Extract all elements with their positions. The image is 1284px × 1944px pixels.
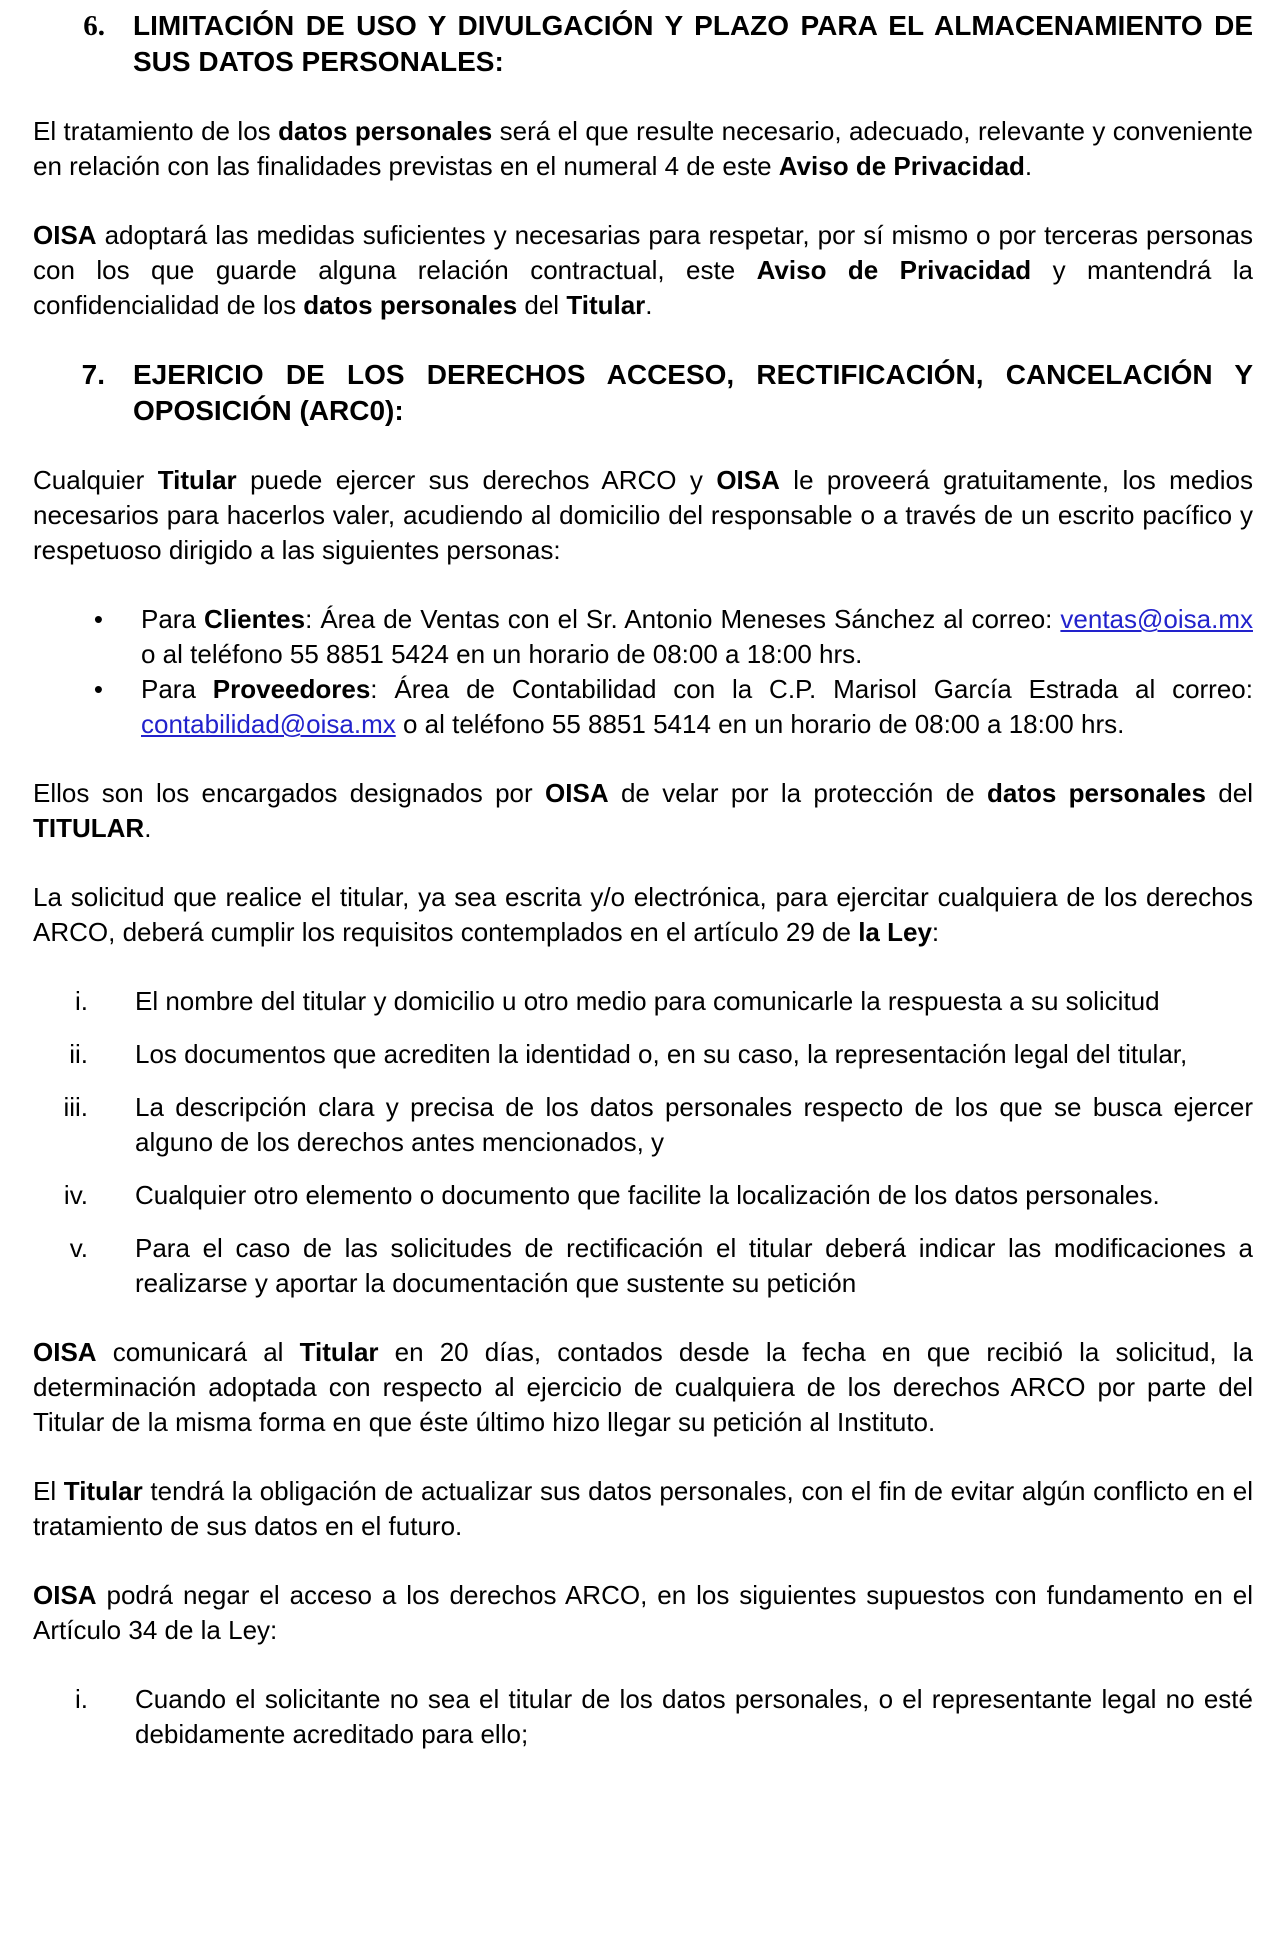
list-item-text <box>141 672 1253 742</box>
text-run: : Área de Contabilidad con la C.P. Marisol García Estrada al correo: <box>370 674 1253 704</box>
list-item-text <box>135 1037 1253 1072</box>
text-run: datos personales <box>303 290 518 320</box>
text-run: podrá negar el acceso a los derechos ARCO, en los siguientes supuestos con fundamento en el Artículo 34 de la Ley: <box>33 1580 1253 1645</box>
text-run: Para el caso de las solicitudes de rectificación el titular deberá indicar las modificaciones a realizarse y aportar la documentación que sustente su petición <box>135 1233 1253 1298</box>
text-run: Titular <box>566 290 646 320</box>
text-run: datos personales <box>986 778 1206 808</box>
text-run: La descripción clara y precisa de los datos personales respecto de los que se busca ejercer alguno de los derechos antes mencionados, y <box>135 1092 1253 1157</box>
list-item-text <box>135 1682 1253 1752</box>
text-run: . <box>144 813 152 843</box>
paragraph-negar-acceso <box>33 1578 1253 1648</box>
roman-numeral: ii. <box>69 1039 88 1069</box>
text-run: adoptará las medidas suficientes y necesarias para respetar, por sí mismo o por terceras personas con los que guarde alguna relación contractual, este <box>33 220 1253 285</box>
text-run: . <box>1024 151 1033 181</box>
roman-numeral: i. <box>75 1684 88 1714</box>
text-run: Para <box>141 674 213 704</box>
text-run: Titular <box>299 1337 379 1367</box>
bullet-marker: • <box>93 674 103 704</box>
text-run: OISA <box>716 465 780 495</box>
text-run: puede ejercer sus derechos ARCO y <box>236 465 717 495</box>
list-item-clientes <box>33 602 1253 672</box>
heading-7-number: 7. <box>81 359 105 390</box>
negativa-roman-list <box>33 1682 1253 1752</box>
list-item-text <box>135 1231 1253 1301</box>
text-run: o al teléfono 55 8851 5414 en un horario de 08:00 a 18:00 hrs. <box>395 709 1125 739</box>
text-run: OISA <box>33 1580 97 1610</box>
text-run: Los documentos que acrediten la identidad o, en su caso, la representación legal del titular, <box>135 1039 1188 1069</box>
text-run: de velar por la protección de <box>608 778 987 808</box>
contact-bullet-list <box>33 602 1253 742</box>
text-run: : <box>931 917 940 947</box>
list-item-requisito-ii <box>33 1037 1253 1072</box>
roman-numeral: iv. <box>63 1180 88 1210</box>
list-item-negativa-i <box>33 1682 1253 1752</box>
text-run: Cuando el solicitante no sea el titular de los datos personales, o el representante legal no esté debidamente acreditado para ello; <box>135 1684 1253 1749</box>
text-run: o al teléfono 55 8851 5424 en un horario de 08:00 a 18:00 hrs. <box>141 639 863 669</box>
text-run: datos personales <box>278 116 493 146</box>
heading-7-title: EJERICIO DE LOS DERECHOS ACCESO, RECTIFICACIÓN, CANCELACIÓN Y OPOSICIÓN (ARC0): <box>133 359 1253 426</box>
ventas-email-link[interactable]: ventas@oisa.mx <box>1060 604 1253 634</box>
roman-numeral: iii. <box>63 1092 88 1122</box>
text-run: Titular <box>63 1476 143 1506</box>
list-item-text <box>141 602 1253 672</box>
text-run: Clientes <box>203 604 306 634</box>
paragraph-comunicara <box>33 1335 1253 1440</box>
text-run: Aviso de Privacidad <box>756 255 1032 285</box>
text-run: OISA <box>33 1337 97 1367</box>
text-run: del <box>517 290 567 320</box>
roman-numeral: v. <box>69 1233 88 1263</box>
text-run: La solicitud que realice el titular, ya sea escrita y/o electrónica, para ejercitar cualquiera de los derechos ARCO, deberá cumplir los requisitos contemplados en el artículo 29 de <box>33 882 1253 947</box>
text-run: OISA <box>545 778 609 808</box>
paragraph-cualquier-titular <box>33 463 1253 568</box>
paragraph-solicitud <box>33 880 1253 950</box>
list-item-requisito-v <box>33 1231 1253 1301</box>
text-run: del <box>1205 778 1254 808</box>
bullet-marker: • <box>93 604 103 634</box>
paragraph-tratamiento <box>33 114 1253 184</box>
list-item-text <box>135 984 1253 1019</box>
section-heading-6 <box>33 8 1253 80</box>
requisitos-roman-list <box>33 984 1253 1301</box>
text-run: en 20 días, contados desde la fecha en que recibió la solicitud, la determinación adoptada con respecto al ejercicio de cualquiera de los derechos ARCO por parte del Titular de la misma forma en que éste último hizo llegar su petición al Instituto. <box>33 1337 1253 1437</box>
list-item-text <box>135 1178 1253 1213</box>
list-item-requisito-iv <box>33 1178 1253 1213</box>
text-run: El nombre del titular y domicilio u otro medio para comunicarle la respuesta a su solicitud <box>135 986 1160 1016</box>
list-item-proveedores <box>33 672 1253 742</box>
text-run: Para <box>141 604 204 634</box>
text-run: Cualquier <box>33 465 158 495</box>
text-run: . <box>645 290 653 320</box>
paragraph-encargados <box>33 776 1253 846</box>
text-run: le proveerá gratuitamente, los medios necesarios para hacerlos valer, acudiendo al domicilio del responsable o a través de un escrito pacífico y respetuoso dirigido a las siguientes personas: <box>33 465 1253 565</box>
list-item-text <box>135 1090 1253 1160</box>
text-run: El tratamiento de los <box>33 116 279 146</box>
text-run: OISA <box>33 220 97 250</box>
list-item-requisito-iii <box>33 1090 1253 1160</box>
text-run: El <box>33 1476 64 1506</box>
text-run: Cualquier otro elemento o documento que facilite la localización de los datos personales. <box>135 1180 1160 1210</box>
text-run: será el que resulte necesario, adecuado, relevante y conveniente en relación con las finalidades previstas en el numeral 4 de este <box>33 116 1254 181</box>
text-run: y mantendrá la confidencialidad de los <box>33 255 1253 320</box>
section-heading-7 <box>33 357 1253 429</box>
paragraph-obligacion <box>33 1474 1253 1544</box>
text-run: la Ley <box>858 917 932 947</box>
text-run: Proveedores <box>212 674 371 704</box>
text-run: Aviso de Privacidad <box>778 151 1025 181</box>
text-run: comunicará al <box>96 1337 300 1367</box>
paragraph-oisa-adoptara <box>33 218 1253 323</box>
text-run: tendrá la obligación de actualizar sus datos personales, con el fin de evitar algún conflicto en el tratamiento de sus datos en el futuro. <box>33 1476 1253 1541</box>
list-item-requisito-i <box>33 984 1253 1019</box>
text-run: Titular <box>157 465 237 495</box>
roman-numeral: i. <box>75 986 88 1016</box>
heading-6-title: LIMITACIÓN DE USO Y DIVULGACIÓN Y PLAZO PARA EL ALMACENAMIENTO DE SUS DATOS PERSONALES: <box>133 10 1253 77</box>
contabilidad-email-link[interactable]: contabilidad@oisa.mx <box>141 709 396 739</box>
text-run: TITULAR <box>33 813 145 843</box>
text-run: : Área de Ventas con el Sr. Antonio Meneses Sánchez al correo: <box>305 604 1061 634</box>
text-run: Ellos son los encargados designados por <box>33 778 546 808</box>
heading-6-number: 6. <box>83 10 105 42</box>
